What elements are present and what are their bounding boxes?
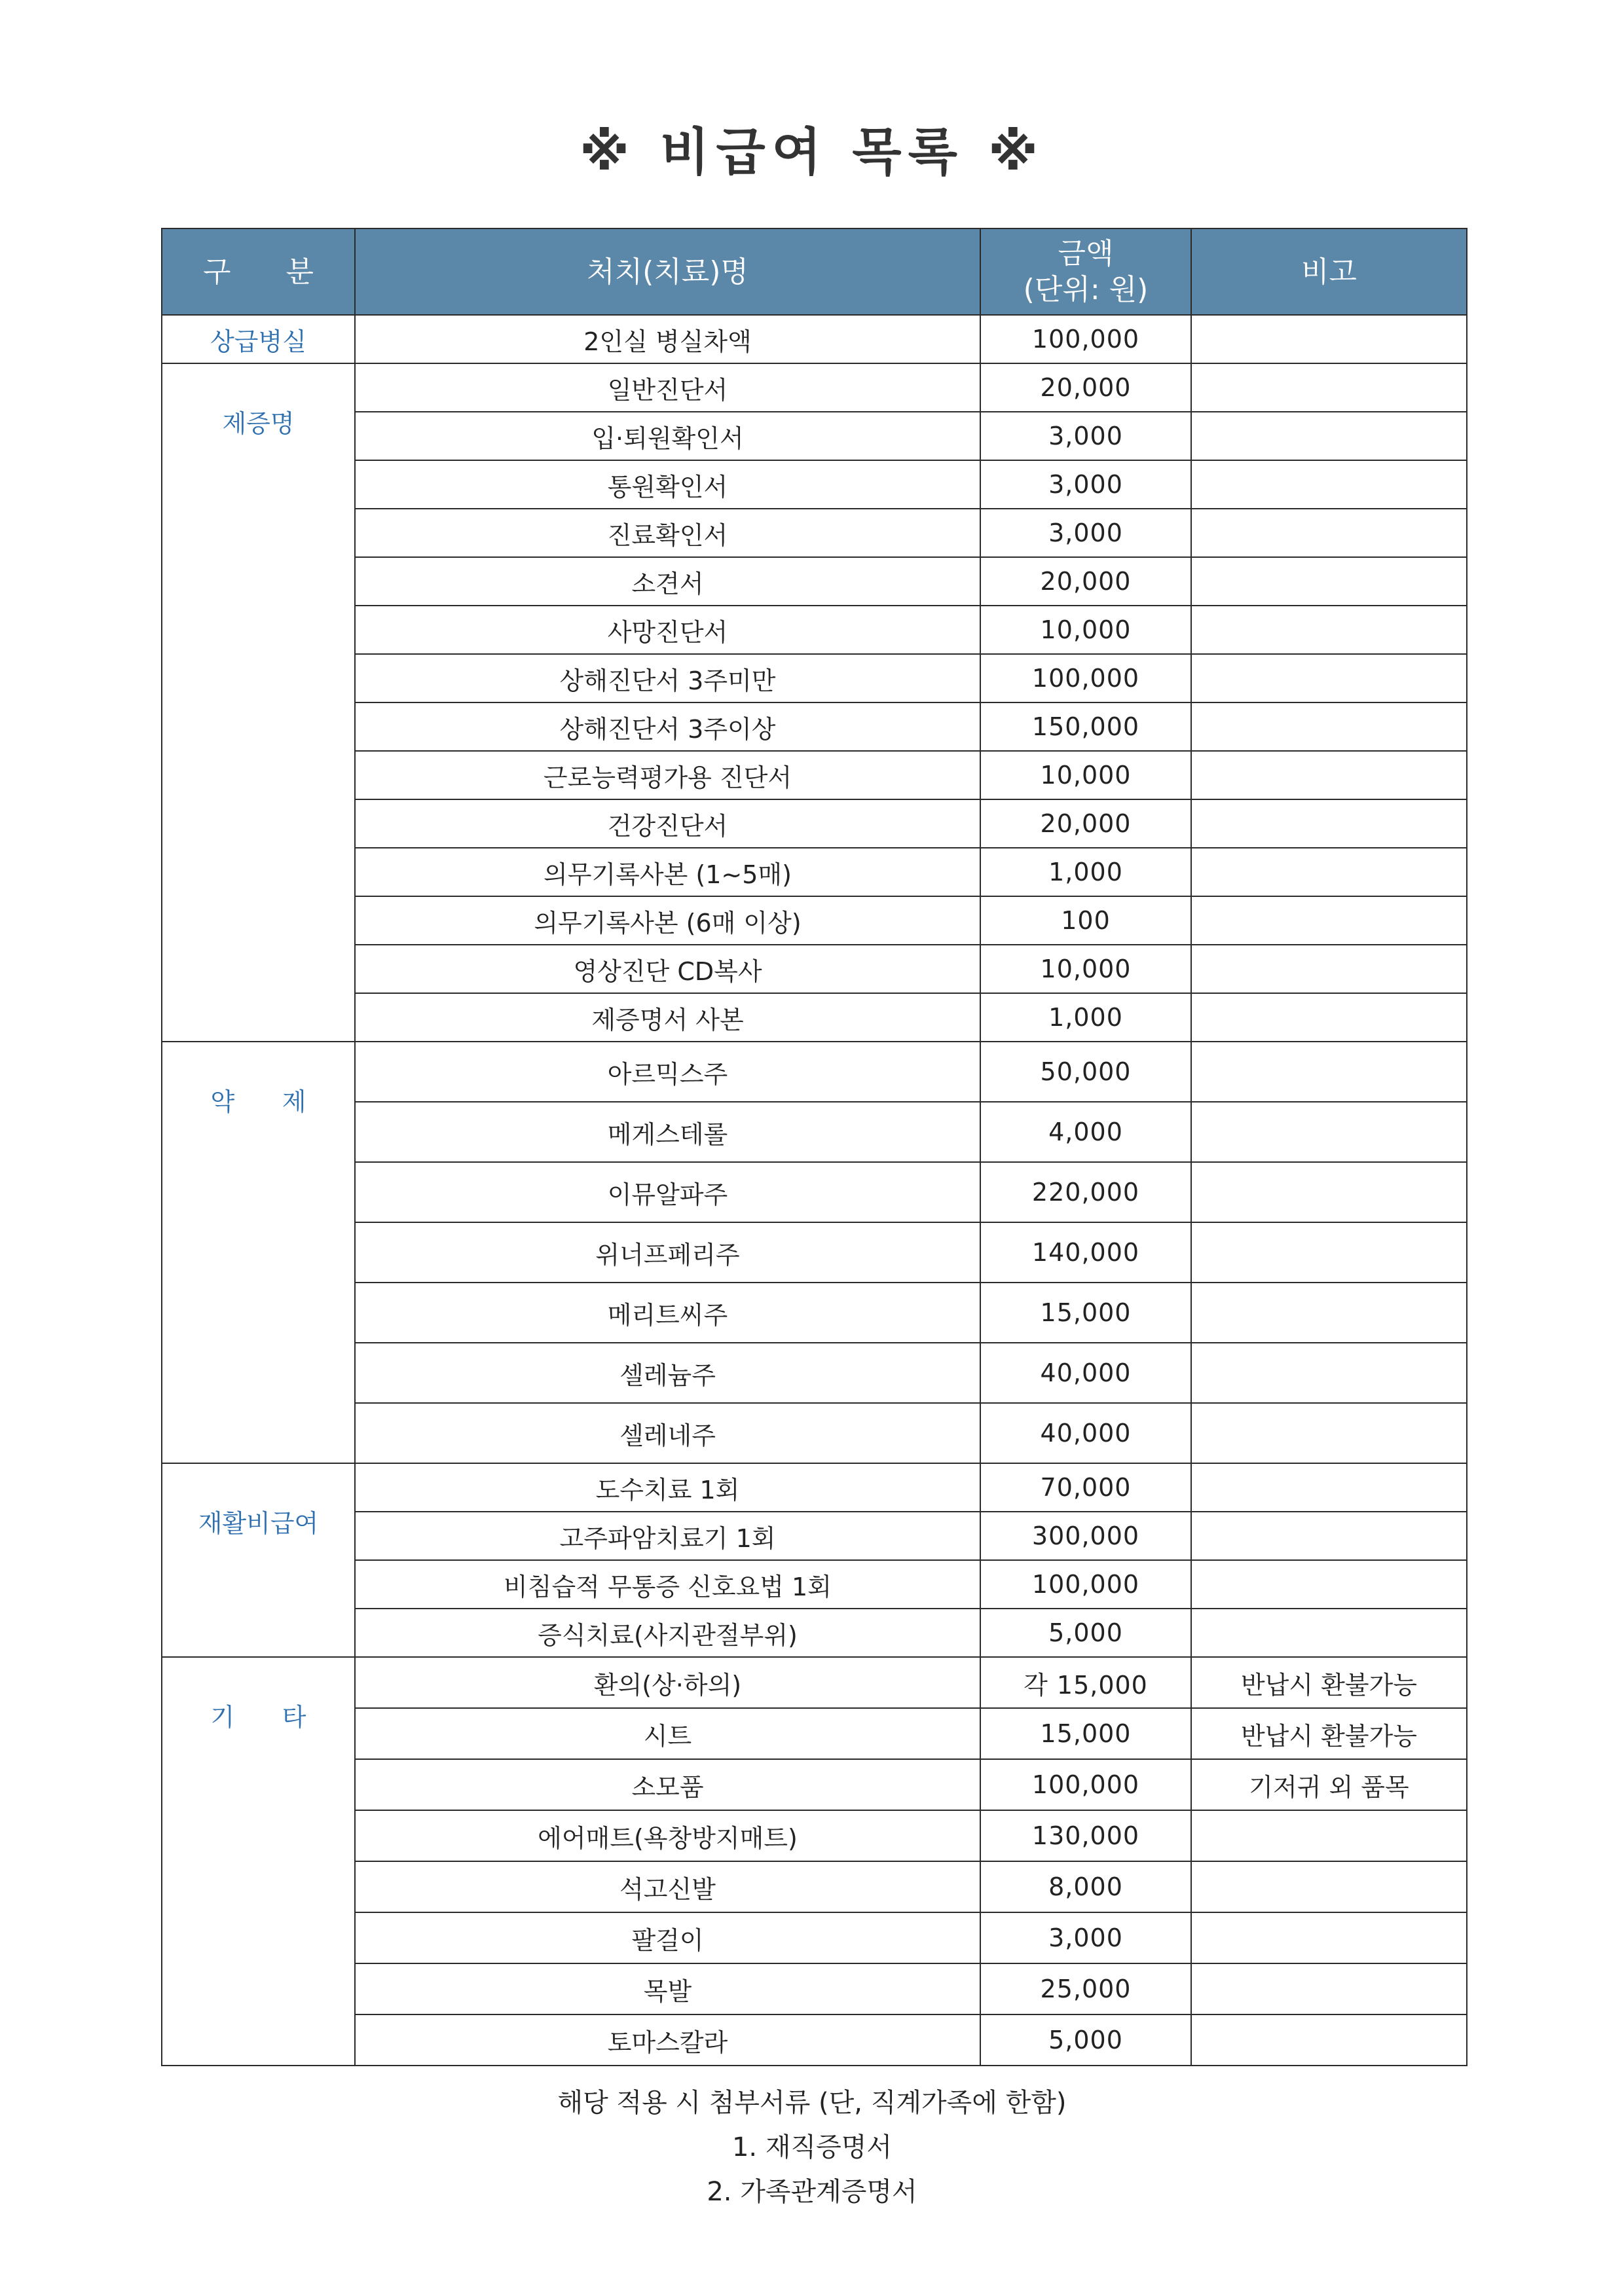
- remark-cell: [1191, 702, 1467, 751]
- item-cell: 상해진단서 3주이상: [355, 702, 980, 751]
- item-cell: 에어매트(욕창방지매트): [355, 1810, 980, 1861]
- table-row: [162, 799, 1467, 848]
- remark-cell: [1191, 1963, 1467, 2014]
- remark-cell: [1191, 1343, 1467, 1403]
- remark-cell: [1191, 654, 1467, 702]
- remark-cell: [1191, 1861, 1467, 1912]
- table-row: [162, 993, 1467, 1042]
- category-cell: [162, 1463, 355, 1657]
- table-row: [162, 896, 1467, 945]
- table-row: [162, 509, 1467, 557]
- item-cell: 팔걸이: [355, 1912, 980, 1963]
- item-cell: 아르믹스주: [355, 1042, 980, 1102]
- remark-cell: [1191, 606, 1467, 654]
- amount-cell: 1,000: [980, 848, 1191, 896]
- header-item: 처치(치료)명: [355, 228, 980, 315]
- table-header-row: [162, 228, 1467, 315]
- table-row: [162, 702, 1467, 751]
- remark-cell: 기저귀 외 품목: [1191, 1759, 1467, 1810]
- item-cell: 진료확인서: [355, 509, 980, 557]
- item-cell: 시트: [355, 1708, 980, 1759]
- item-cell: 이뮤알파주: [355, 1162, 980, 1222]
- table-row: [162, 848, 1467, 896]
- item-cell: 메리트씨주: [355, 1283, 980, 1343]
- remark-cell: [1191, 1283, 1467, 1343]
- header-amount-unit: (단위: 원): [1023, 273, 1149, 306]
- amount-cell: 20,000: [980, 799, 1191, 848]
- amount-cell: 3,000: [980, 412, 1191, 460]
- remark-cell: [1191, 363, 1467, 412]
- item-cell: 의무기록사본 (6매 이상): [355, 896, 980, 945]
- table-row: [162, 1963, 1467, 2014]
- category-label: 상급병실: [210, 327, 306, 356]
- category-label: 재활비급여: [198, 1509, 319, 1538]
- amount-cell: 1,000: [980, 993, 1191, 1042]
- amount-cell: 100: [980, 896, 1191, 945]
- footer-note: 해당 적용 시 첨부서류 (단, 직계가족에 한함): [557, 2088, 1067, 2118]
- remark-cell: [1191, 896, 1467, 945]
- amount-cell: 3,000: [980, 509, 1191, 557]
- footer-doc-1: 1. 재직증명서: [731, 2132, 893, 2162]
- table-row: [162, 654, 1467, 702]
- remark-cell: 반납시 환불가능: [1191, 1657, 1467, 1708]
- amount-cell: 8,000: [980, 1861, 1191, 1912]
- table-row: [162, 1102, 1467, 1162]
- amount-cell: 140,000: [980, 1222, 1191, 1283]
- remark-cell: [1191, 460, 1467, 509]
- table-row: [162, 1609, 1467, 1657]
- item-cell: 입·퇴원확인서: [355, 412, 980, 460]
- remark-cell: [1191, 1560, 1467, 1609]
- item-cell: 셀레네주: [355, 1403, 980, 1463]
- table-row: [162, 412, 1467, 460]
- header-amount-label: 금액: [1058, 237, 1114, 270]
- amount-cell: 5,000: [980, 2014, 1191, 2066]
- amount-cell: 10,000: [980, 945, 1191, 993]
- remark-cell: [1191, 1102, 1467, 1162]
- category-label: 기 타: [210, 1703, 306, 1732]
- item-cell: 셀레늄주: [355, 1343, 980, 1403]
- remark-cell: [1191, 1912, 1467, 1963]
- item-cell: 상해진단서 3주미만: [355, 654, 980, 702]
- remark-cell: [1191, 1512, 1467, 1560]
- item-cell: 석고신발: [355, 1861, 980, 1912]
- table-row: [162, 2014, 1467, 2066]
- header-amount: [980, 228, 1191, 315]
- amount-cell: 300,000: [980, 1512, 1191, 1560]
- item-cell: 고주파암치료기 1회: [355, 1512, 980, 1560]
- item-cell: 메게스테롤: [355, 1102, 980, 1162]
- item-cell: 사망진단서: [355, 606, 980, 654]
- item-cell: 비침습적 무통증 신호요법 1회: [355, 1560, 980, 1609]
- category-label: 약 제: [210, 1087, 306, 1116]
- table-row: [162, 1810, 1467, 1861]
- table-row: [162, 1512, 1467, 1560]
- amount-cell: 25,000: [980, 1963, 1191, 2014]
- remark-cell: [1191, 557, 1467, 606]
- amount-cell: 20,000: [980, 557, 1191, 606]
- amount-cell: 150,000: [980, 702, 1191, 751]
- amount-cell: 70,000: [980, 1463, 1191, 1512]
- table-body: [162, 315, 1467, 2066]
- amount-cell: 50,000: [980, 1042, 1191, 1102]
- amount-cell: 10,000: [980, 606, 1191, 654]
- table-row: [162, 606, 1467, 654]
- remark-cell: 반납시 환불가능: [1191, 1708, 1467, 1759]
- header-category: 구 분: [162, 228, 355, 315]
- table-row: [162, 1912, 1467, 1963]
- amount-cell: 220,000: [980, 1162, 1191, 1222]
- amount-cell: 130,000: [980, 1810, 1191, 1861]
- item-cell: 통원확인서: [355, 460, 980, 509]
- item-cell: 2인실 병실차액: [355, 315, 980, 363]
- item-cell: 일반진단서: [355, 363, 980, 412]
- remark-cell: [1191, 945, 1467, 993]
- remark-cell: [1191, 751, 1467, 799]
- amount-cell: 3,000: [980, 460, 1191, 509]
- item-cell: 영상진단 CD복사: [355, 945, 980, 993]
- category-cell: [162, 1657, 355, 2066]
- table-row: [162, 1657, 1467, 1708]
- amount-cell: 10,000: [980, 751, 1191, 799]
- page-title: ※ 비급여 목록 ※: [580, 123, 1044, 182]
- table-row: [162, 1560, 1467, 1609]
- remark-cell: [1191, 1222, 1467, 1283]
- header-remark: 비고: [1191, 228, 1467, 315]
- remark-cell: [1191, 1162, 1467, 1222]
- remark-cell: [1191, 993, 1467, 1042]
- item-cell: 근로능력평가용 진단서: [355, 751, 980, 799]
- amount-cell: 100,000: [980, 654, 1191, 702]
- table-row: [162, 1222, 1467, 1283]
- amount-cell: 100,000: [980, 1759, 1191, 1810]
- non-covered-fee-table: [161, 228, 1467, 2066]
- item-cell: 도수치료 1회: [355, 1463, 980, 1512]
- remark-cell: [1191, 1042, 1467, 1102]
- amount-cell: 100,000: [980, 1560, 1191, 1609]
- category-cell: [162, 363, 355, 1042]
- item-cell: 목발: [355, 1963, 980, 2014]
- table-row: [162, 1861, 1467, 1912]
- item-cell: 위너프페리주: [355, 1222, 980, 1283]
- table-row: [162, 1759, 1467, 1810]
- amount-cell: 100,000: [980, 315, 1191, 363]
- remark-cell: [1191, 315, 1467, 363]
- remark-cell: [1191, 848, 1467, 896]
- category-label: 제증명: [222, 409, 295, 438]
- item-cell: 의무기록사본 (1~5매): [355, 848, 980, 896]
- table-row: [162, 945, 1467, 993]
- amount-cell: 5,000: [980, 1609, 1191, 1657]
- category-cell: [162, 315, 355, 363]
- amount-cell: 15,000: [980, 1708, 1191, 1759]
- remark-cell: [1191, 1810, 1467, 1861]
- item-cell: 소모품: [355, 1759, 980, 1810]
- table-row: [162, 557, 1467, 606]
- remark-cell: [1191, 412, 1467, 460]
- remark-cell: [1191, 1403, 1467, 1463]
- item-cell: 환의(상·하의): [355, 1657, 980, 1708]
- table-row: [162, 1343, 1467, 1403]
- amount-cell: 3,000: [980, 1912, 1191, 1963]
- table-row: [162, 1708, 1467, 1759]
- amount-cell: 15,000: [980, 1283, 1191, 1343]
- table-row: [162, 363, 1467, 412]
- table-row: [162, 315, 1467, 363]
- table-row: [162, 1403, 1467, 1463]
- item-cell: 소견서: [355, 557, 980, 606]
- table-row: [162, 1283, 1467, 1343]
- table-row: [162, 1463, 1467, 1512]
- remark-cell: [1191, 1463, 1467, 1512]
- item-cell: 제증명서 사본: [355, 993, 980, 1042]
- amount-cell: 40,000: [980, 1343, 1191, 1403]
- amount-cell: 40,000: [980, 1403, 1191, 1463]
- table-row: [162, 751, 1467, 799]
- item-cell: 증식치료(사지관절부위): [355, 1609, 980, 1657]
- table-row: [162, 1162, 1467, 1222]
- remark-cell: [1191, 2014, 1467, 2066]
- table-row: [162, 1042, 1467, 1102]
- table-row: [162, 460, 1467, 509]
- remark-cell: [1191, 509, 1467, 557]
- remark-cell: [1191, 1609, 1467, 1657]
- item-cell: 건강진단서: [355, 799, 980, 848]
- category-cell: [162, 1042, 355, 1463]
- amount-cell: 20,000: [980, 363, 1191, 412]
- amount-cell: 4,000: [980, 1102, 1191, 1162]
- amount-cell: 각 15,000: [980, 1657, 1191, 1708]
- item-cell: 토마스칼라: [355, 2014, 980, 2066]
- footer-doc-2: 2. 가족관계증명서: [707, 2177, 917, 2207]
- remark-cell: [1191, 799, 1467, 848]
